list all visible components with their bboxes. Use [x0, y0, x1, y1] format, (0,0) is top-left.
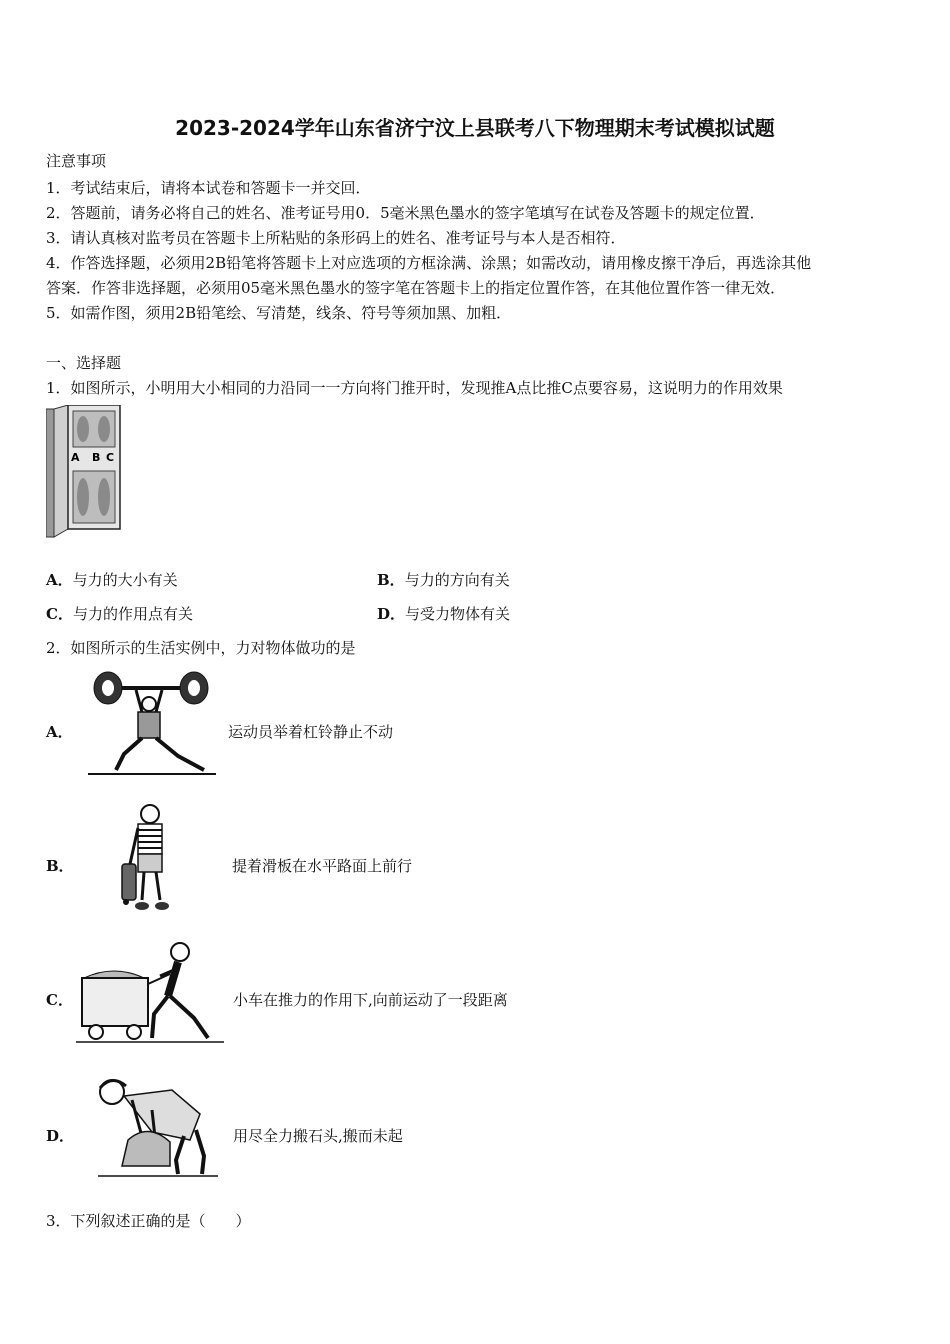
- door-label-a: A: [71, 451, 80, 464]
- q2-option-a-label[interactable]: A．: [46, 723, 73, 741]
- stone-lifting-figure: [92, 1070, 220, 1182]
- q2-option-b-label[interactable]: B．: [46, 857, 74, 875]
- q2-option-d-text: 用尽全力搬石头,搬而未起: [233, 1127, 403, 1145]
- q2-option-d-label[interactable]: D．: [46, 1127, 75, 1145]
- option-text: 与受力物体有关: [405, 605, 511, 623]
- option-text: 与力的作用点有关: [72, 605, 193, 623]
- option-text: 与力的方向有关: [404, 571, 510, 589]
- notice-item: 答案．作答非选择题，必须用05毫米黑色墨水的签字笔在答题卡上的指定位置作答，在其他位置作答一律无效．: [46, 279, 786, 297]
- notice-item: 1．考试结束后，请将本试卷和答题卡一并交回．: [46, 179, 371, 197]
- notice-heading: 注意事项: [46, 152, 107, 170]
- notice-item: 5．如需作图，须用2B铅笔绘、写清楚，线条、符号等须加黑、加粗．: [46, 304, 512, 322]
- cart-pushing-figure: [74, 938, 226, 1046]
- q1-option-a[interactable]: [46, 569, 178, 590]
- question-1-stem: 1．如图所示，小明用大小相同的力沿同一一方向将门推开时，发现推A点比推C点要容易，这说明力的作用效果: [46, 379, 783, 397]
- question-3-stem: 3．下列叙述正确的是（ ）: [46, 1212, 251, 1230]
- boy-skateboard-figure: [118, 802, 178, 914]
- question-2-stem: 2．如图所示的生活实例中，力对物体做功的是: [46, 639, 356, 657]
- page-title: 2023-2024学年山东省济宁汶上县联考八下物理期末考试模拟试题: [175, 116, 775, 140]
- weightlifter-figure: [86, 670, 218, 778]
- option-label: B．: [377, 571, 405, 589]
- q2-option-a-text: 运动员举着杠铃静止不动: [228, 723, 394, 741]
- notice-item: 4．作答选择题，必须用2B铅笔将答题卡上对应选项的方框涂满、涂黑；如需改动，请用橡皮擦干净后，再选涂其他: [46, 254, 812, 272]
- q1-option-b[interactable]: [377, 569, 510, 590]
- option-text: 与力的大小有关: [72, 571, 178, 589]
- notice-item: 3．请认真核对监考员在答题卡上所粘贴的条形码上的姓名、准考证号与本人是否相符．: [46, 229, 626, 247]
- option-label: D．: [377, 605, 406, 623]
- q2-option-c-text: 小车在推力的作用下,向前运动了一段距离: [233, 991, 508, 1009]
- q2-option-c-label[interactable]: C．: [46, 991, 73, 1009]
- option-label: A．: [46, 571, 73, 589]
- notice-item: 2．答题前，请务必将自己的姓名、准考证号用0．5毫米黑色墨水的签字笔填写在试卷及答题卡的规定位置．: [46, 204, 765, 222]
- q1-option-c[interactable]: [46, 603, 193, 624]
- q2-option-b-text: 提着滑板在水平路面上前行: [232, 857, 413, 875]
- door-label-c: C: [106, 451, 115, 464]
- q1-option-d[interactable]: [377, 603, 510, 624]
- option-label: C．: [46, 605, 73, 623]
- door-figure: [46, 405, 122, 540]
- section-heading: 一、选择题: [46, 354, 122, 372]
- door-label-b: B: [92, 451, 101, 464]
